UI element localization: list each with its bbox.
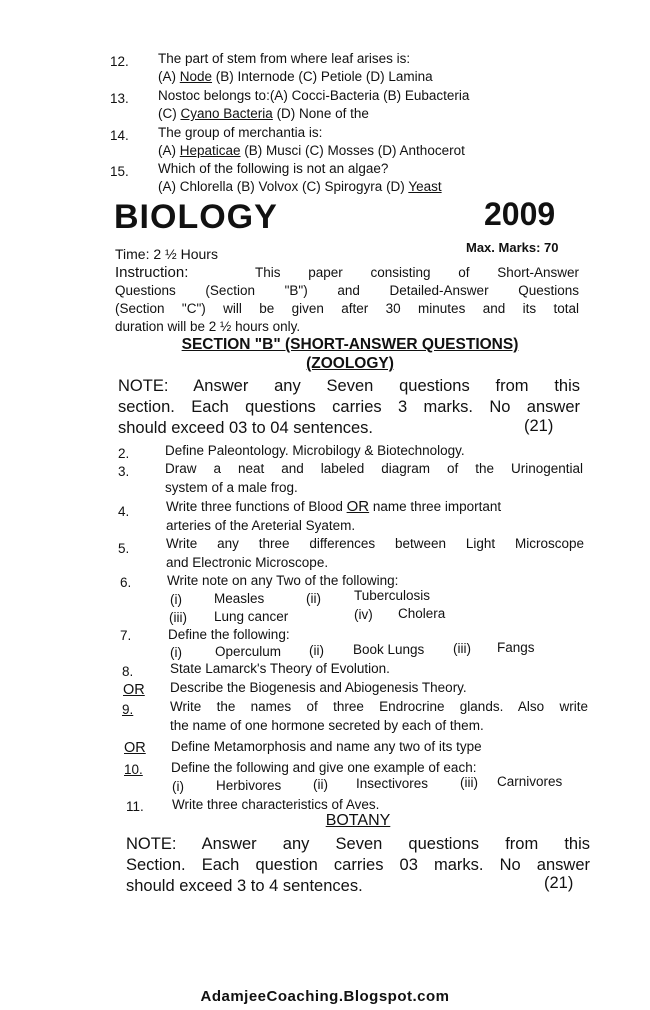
section-b-title: SECTION "B" (SHORT-ANSWER QUESTIONS) [181,336,519,353]
instruction-line: This paper consisting of Short-Answer [255,265,579,280]
question-text: Define the following: [168,627,290,642]
question-text: Write the names of three Endrocrine glands. Also write [170,699,588,714]
or-label: OR [123,682,145,698]
option-label: (ii) [309,643,324,658]
instruction-line: Questions (Section "B") and Detailed-Answer Questions [115,283,579,298]
max-marks: Max. Marks: 70 [466,240,559,255]
option-label: (iii) [169,610,187,625]
botany-note: Section. Each question carries 03 marks. No answer [126,856,590,874]
mcq-number: 15. [110,164,129,179]
option-text: Tuberculosis [354,588,431,603]
section-b-note: section. Each questions carries 3 marks. No answer [118,398,580,416]
mcq-question: The group of merchantia is: [158,125,323,140]
question-number: 8. [122,664,134,679]
option-label: (ii) [313,777,328,792]
option-text: Book Lungs [353,642,425,657]
option-label: (iii) [460,775,478,790]
question-number: 6. [120,575,132,590]
question-text: the name of one hormone secreted by each of them. [170,718,484,733]
instruction-line: duration will be 2 ½ hours only. [115,319,301,334]
section-b-marks: (21) [524,417,554,435]
question-text: Draw a neat and labeled diagram of the Urinogential [165,461,583,476]
exam-time: Time: 2 ½ Hours [115,246,218,262]
exam-year: 2009 [484,196,556,232]
mcq-answer: Node [179,69,213,84]
question-text: and Electronic Microscope. [166,555,329,570]
question-text: Write three functions of Blood OR name three important [166,498,502,515]
option-text: Carnivores [497,774,563,789]
option-label: (ii) [306,591,321,606]
question-text: Write any three differences between Light Microscope [166,536,584,551]
subject-title: BIOLOGY [114,198,278,236]
question-number: 5. [118,541,130,556]
option-text: Lung cancer [214,609,289,624]
option-text: Operculum [215,644,282,659]
mcq-number: 14. [110,128,129,143]
mcq-number: 12. [110,54,129,69]
or-label: OR [124,740,146,756]
question-number: 10. [124,762,143,777]
section-b-note: should exceed 03 to 04 sentences. [118,419,374,437]
mcq-options: (A) Node (B) Internode (C) Petiole (D) Lamina [158,69,433,84]
mcq-answer: Yeast [408,179,442,194]
option-label: (iv) [354,607,373,622]
question-text: State Lamarck's Theory of Evolution. [170,661,390,676]
mcq-options: (A) Chlorella (B) Volvox (C) Spirogyra (D) Yeast [158,179,442,194]
option-label: (i) [170,592,182,607]
question-number: 2. [118,446,130,461]
mcq-options: (C) Cyano Bacteria (D) None of the [158,106,369,121]
mcq-question: Nostoc belongs to:(A) Cocci-Bacteria (B) Eubacteria [158,88,470,103]
mcq-answer: Cyano Bacteria [180,106,273,121]
mcq-answer: Hepaticae [179,143,241,158]
mcq-question: Which of the following is not an algae? [158,161,389,176]
question-text: Write note on any Two of the following: [167,573,399,588]
option-text: Measles [214,591,265,606]
question-number: 11. [126,799,144,814]
question-number: 3. [118,464,130,479]
option-text: Cholera [398,606,446,621]
mcq-question: The part of stem from where leaf arises is: [158,51,411,66]
botany-note: NOTE: Answer any Seven questions from this [126,835,590,853]
question-text: arteries of the Areterial Syatem. [166,518,356,533]
question-text: system of a male frog. [165,480,298,495]
mcq-number: 13. [110,91,129,106]
question-text: Define Paleontology. Microbilogy & Biotechnology. [165,443,465,458]
botany-marks: (21) [544,874,574,892]
question-number: 9. [122,702,134,717]
option-label: (iii) [453,641,471,656]
question-text: Define the following and give one example of each: [171,760,477,775]
option-label: (i) [170,645,182,660]
section-b-note: NOTE: Answer any Seven questions from this [118,377,580,395]
question-text: Write three characteristics of Aves. [172,797,380,812]
option-label: (i) [172,779,184,794]
option-text: Herbivores [216,778,282,793]
option-text: Insectivores [356,776,429,791]
question-text: Describe the Biogenesis and Abiogenesis Theory. [170,680,467,695]
section-b-subtitle: (ZOOLOGY) [306,355,394,372]
footer-site-link[interactable]: AdamjeeCoaching.Blogspot.com [200,988,450,1005]
botany-title: BOTANY [325,812,391,829]
instruction-line: (Section "C") will be given after 30 minutes and its total [115,301,579,316]
option-text: Fangs [497,640,535,655]
question-text: Define Metamorphosis and name any two of its type [171,739,482,754]
instruction-label: Instruction: [115,264,189,281]
question-number: 7. [120,628,132,643]
question-number: 4. [118,504,130,519]
mcq-options: (A) Hepaticae (B) Musci (C) Mosses (D) Anthocerot [158,143,465,158]
botany-note: should exceed 3 to 4 sentences. [126,877,363,895]
